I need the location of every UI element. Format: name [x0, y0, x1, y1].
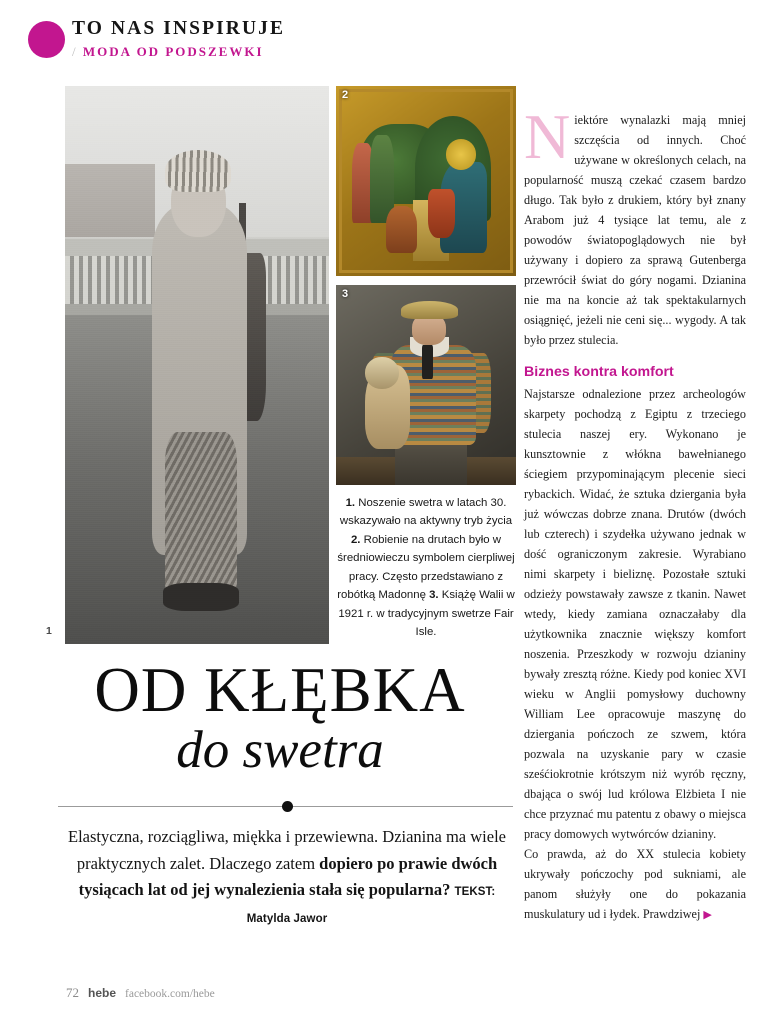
article-headline — [40, 655, 520, 779]
photo-label-2: 2 — [342, 89, 349, 101]
icon-gold-frame — [339, 89, 513, 273]
photo-label-1: 1 — [46, 625, 52, 637]
article-standfirst — [62, 824, 512, 931]
masthead — [28, 18, 528, 68]
article-dropcap: N — [524, 101, 571, 172]
masthead-titles — [72, 18, 285, 60]
kicker-subtitle-text: MODA OD PODSZEWKI — [82, 44, 264, 60]
article-paragraph-3 — [524, 844, 746, 924]
photo-caption — [334, 494, 518, 642]
brand-dot-icon — [28, 21, 65, 58]
photo-film-grain — [65, 86, 329, 644]
photo-prince-of-wales — [336, 285, 516, 485]
continue-arrow-icon: ▶ — [703, 909, 712, 922]
prince-dog-head — [365, 357, 399, 389]
article-paragraph-1: iektóre wynalazki mają mniej szczęścia od innych. Choć używane w określonych celach, na popularność muszą czekać czasem bardzo długo. Tak było z drukiem, który był znany Arabom już 4 tysiące lat temu, ale z powodów światopoglądowych nie był używany i dopiero za sprawą Gutenberga przewrócił świat do góry nogami. Dzianina nie ma na koncie aż tak spektakularnych osiągnięć, jeżeli nie ceni się... wygody. A tak było przez stulecia. — [524, 113, 746, 347]
standfirst-regular: Elastyczna, rozciągliwa, miękka i przewiewna. Dzianina ma wiele praktycznych zalet. Dlaczego zatem — [68, 827, 506, 873]
section-kicker: TO NAS INSPIRUJE — [72, 18, 286, 39]
footer-page-number: 72 — [66, 985, 79, 1000]
prince-trousers — [395, 439, 467, 485]
photo-woman-golfer — [65, 86, 329, 644]
article-column — [524, 101, 746, 924]
caption-text: Książę Walii w 1921 r. w tradycyjnym swetrze Fair Isle. — [338, 589, 515, 639]
prince-flat-cap — [401, 301, 459, 319]
prince-necktie — [422, 345, 433, 379]
divider-dot-icon — [282, 801, 293, 812]
article-paragraph-2: Najstarsze odnalezione przez archeologów skarpety pochodzą z Egiptu z trzeciego stulecia naszej ery. Wykonano je kunsztownie z włókna bawełnianego ściegiem przypominającym plecenie sieci rybackich. Widać, że sztuka dziergania była już wówczas dobrze znana. Drutów (dwóch lub czterech) i szydełka używano jednak w dość ograniczonym zakresie. Wyrabiano nimi skarpety i bieliznę. Pozostałe sztuki odzieży powstawały zawsze z tkanin. Nawet wtedy, kiedy zamiana oznaczałaby dla użytkownika znacznie większy komfort noszenia. Przeszkody w rozwoju dzianiny bywały zresztą różne. Kiedy pod koniec XVI wieku w Anglii pomysłowy duchowny William Lee opracowuje maszynę do dziergania pończoch ze szwem, która pozwala na uzyskanie pary w czasie sześćiokrotnie krótszym niż wyrób ręczny, dbająca o swój lud królowa Elżbieta I nie chce przyznać mu patentu z obawy o miejsca pracy domowych wytwórców dzianiny. — [524, 387, 746, 842]
caption-number: 2. — [350, 533, 361, 546]
caption-text: Robienie na drutach było w średniowieczu symbolem cierpliwej pracy. Często przedstawiano z robótką Madonnę — [337, 533, 515, 602]
footer-brand-logo: hebe — [88, 986, 117, 1000]
article-subheading: Biznes kontra komfort — [524, 364, 674, 380]
caption-text: Noszenie swetra w latach 30. wskazywało na aktywny tryb życia — [339, 497, 513, 528]
photo-label-3: 3 — [342, 288, 349, 300]
article-paragraph-3-text: Co prawda, aż do XX stulecia kobiety ukrywały pończochy pod sukniami, ale panom służyły one do pokazania muskulatury ud i łydek. Prawdziwej — [524, 847, 746, 922]
caption-number: 3. — [429, 589, 439, 602]
article-byline: TEKST: Matylda Jawor — [246, 886, 496, 926]
section-subkicker — [72, 44, 285, 60]
caption-number: 1. — [345, 497, 356, 509]
headline-line-2: do swetra — [176, 720, 384, 779]
article-body — [524, 101, 746, 924]
headline-line-1: OD KŁĘBKA — [94, 655, 466, 725]
photo-madonna-icon — [336, 86, 516, 276]
footer-url: facebook.com/hebe — [125, 988, 215, 1000]
kicker-slash: / — [72, 44, 78, 60]
standfirst-bold: dopiero po prawie dwóch tysiącach lat od jej wynalezienia stała się popularna? — [78, 853, 498, 900]
page-footer — [66, 985, 215, 1001]
